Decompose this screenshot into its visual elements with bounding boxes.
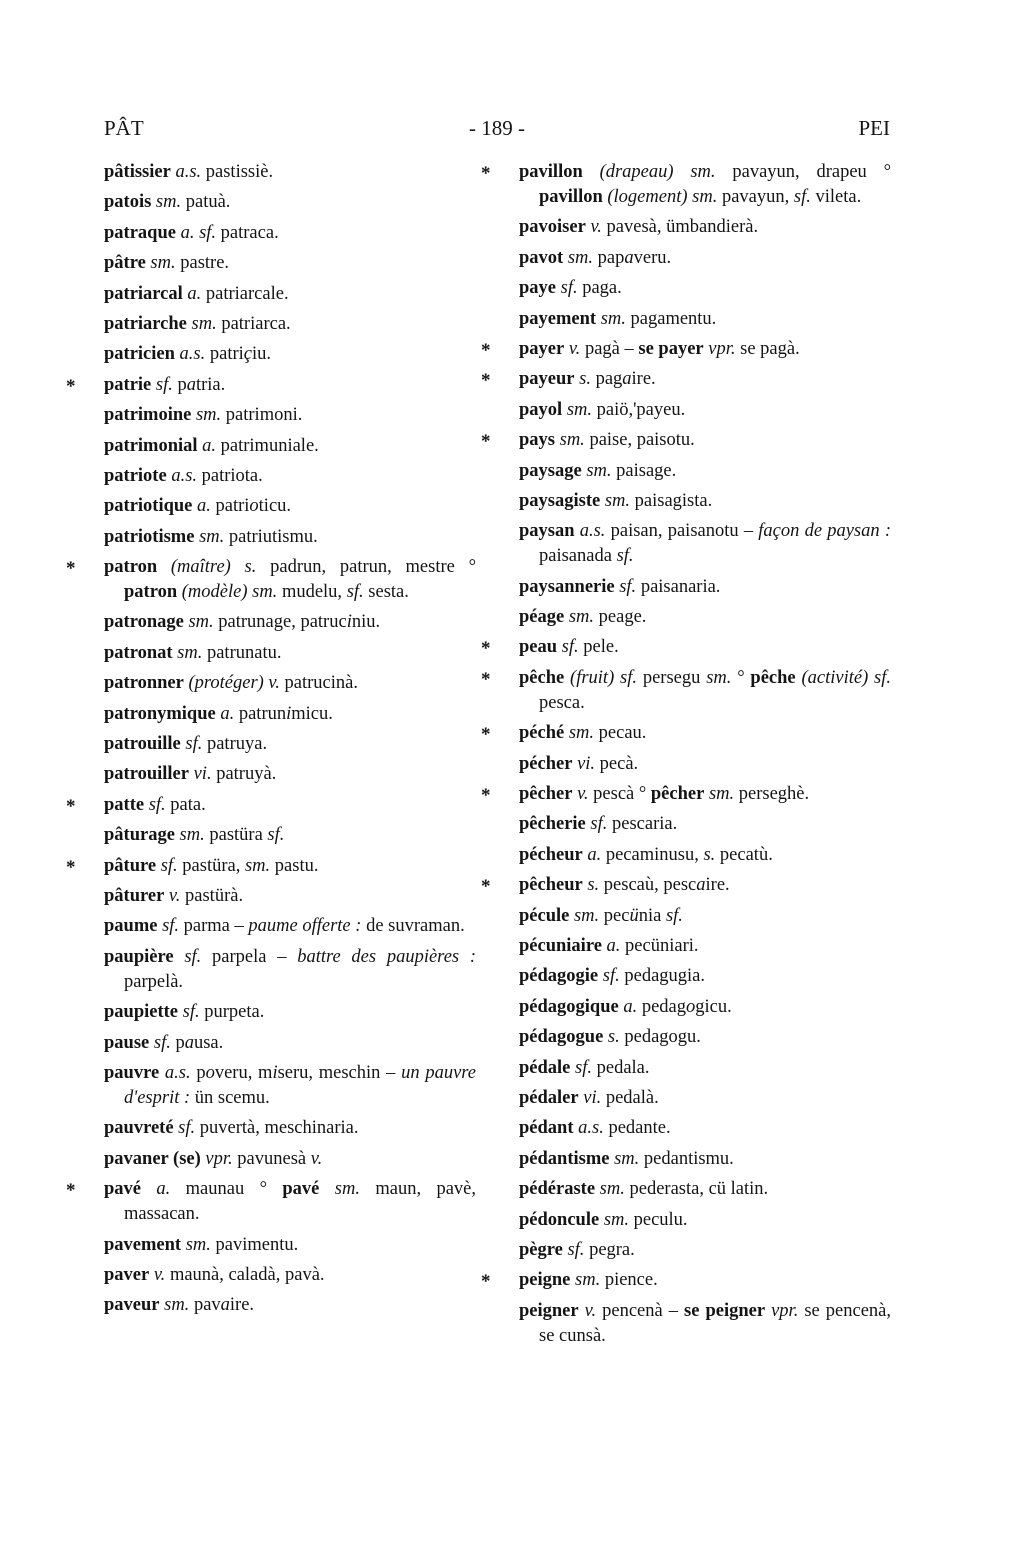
dictionary-entry: pécher vi. pecà. xyxy=(519,753,639,774)
dictionary-entry: pécule sm. pecünia sf. xyxy=(519,905,683,926)
dictionary-entry: pâturer v. pastürà. xyxy=(104,885,244,906)
dictionary-entry: pavot sm. papaveru. xyxy=(519,247,672,268)
header-right-guideword: PEI xyxy=(858,116,890,140)
dictionary-entry: pédagogique a. pedagogicu. xyxy=(519,996,732,1017)
dictionary-entry: * pêcher v. pescà ° pêcher sm. perseghè. xyxy=(519,782,891,807)
dictionary-entry: paysage sm. paisage. xyxy=(519,460,677,481)
dictionary-entry: payement sm. pagamentu. xyxy=(519,308,717,329)
dictionary-entry: paupière sf. parpela – battre des paupières : parpelà. xyxy=(104,946,477,992)
dictionary-entry: patriarche sm. patriarca. xyxy=(104,313,291,334)
dictionary-entry: paysagiste sm. paisagista. xyxy=(519,490,713,511)
dictionary-entry: * pavé a. maunau ° pavé sm. maun, pavè, massacan. xyxy=(104,1177,476,1227)
dictionary-entry: pègre sf. pegra. xyxy=(519,1239,635,1260)
right-column xyxy=(519,160,891,1354)
dictionary-entry: peigner v. pencenà – se peigner vpr. se pencenà, se cunsà. xyxy=(519,1300,891,1346)
dictionary-entry: pavoiser v. pavesà, ümbandierà. xyxy=(519,217,759,238)
dictionary-entry: pédagogie sf. pedagugia. xyxy=(519,966,706,987)
dictionary-entry: pédantisme sm. pedantismu. xyxy=(519,1148,734,1169)
dictionary-entry: pédale sf. pedala. xyxy=(519,1057,650,1078)
dictionary-entry: * pêche (fruit) sf. persegu sm. ° pêche (activité) sf. pesca. xyxy=(519,666,891,716)
dictionary-entry: paupiette sf. purpeta. xyxy=(104,1002,265,1023)
dictionary-entry: * peau sf. pele. xyxy=(519,635,891,660)
dictionary-entry: * payer v. pagà – se payer vpr. se pagà. xyxy=(519,337,891,362)
dictionary-entry: pâturage sm. pastüra sf. xyxy=(104,825,285,846)
dictionary-entry: péage sm. peage. xyxy=(519,607,647,628)
dictionary-entry: pécheur a. pecaminusu, s. pecatù. xyxy=(519,844,773,865)
dictionary-entry: patronat sm. patrunatu. xyxy=(104,642,282,663)
dictionary-entry: pavement sm. pavimentu. xyxy=(104,1234,299,1255)
dictionary-entry: pédant a.s. pedante. xyxy=(519,1118,671,1139)
dictionary-entry: pâtre sm. pastre. xyxy=(104,253,230,274)
dictionary-entry: patrouille sf. patruya. xyxy=(104,734,268,755)
page-number: - 189 - xyxy=(469,116,525,140)
dictionary-entry: * pêcheur s. pescaù, pescaire. xyxy=(519,873,891,898)
dictionary-entry: pâtissier a.s. pastissiè. xyxy=(104,162,274,182)
dictionary-entry: paume sf. parma – paume offerte : de suvraman. xyxy=(104,916,465,937)
dictionary-entry: pédéraste sm. pederasta, cü latin. xyxy=(519,1179,769,1200)
dictionary-entry: patronage sm. patrunage, patruciniu. xyxy=(104,612,381,633)
dictionary-entry: pause sf. pausa. xyxy=(104,1032,224,1053)
dictionary-entry: pédagogue s. pedagogu. xyxy=(519,1027,701,1048)
dictionary-entry: * péché sm. pecau. xyxy=(519,721,891,746)
page-header xyxy=(104,116,890,148)
dictionary-entry: * patrie sf. patria. xyxy=(104,373,476,398)
dictionary-entry: patraque a. sf. patraca. xyxy=(104,222,279,243)
dictionary-entry: pêcherie sf. pescaria. xyxy=(519,814,678,835)
dictionary-entry: paveur sm. pavaire. xyxy=(104,1295,255,1316)
dictionary-entry: patriotisme sm. patriutismu. xyxy=(104,526,318,547)
dictionary-entry: * pavillon (drapeau) sm. pavayun, drapeu ° pavillon (logement) sm. pavayun, sf. vileta. xyxy=(519,160,891,210)
dictionary-entry: pédaler vi. pedalà. xyxy=(519,1087,659,1108)
dictionary-entry: patriarcal a. patriarcale. xyxy=(104,283,289,304)
dictionary-entry: patrimoine sm. patrimoni. xyxy=(104,405,303,426)
dictionary-entry: patronner (protéger) v. patrucinà. xyxy=(104,673,358,694)
dictionary-entry: * pays sm. paise, paisotu. xyxy=(519,428,891,453)
left-column xyxy=(104,160,476,1324)
dictionary-entry: pécuniaire a. pecüniari. xyxy=(519,935,699,956)
dictionary-entry: paver v. maunà, caladà, pavà. xyxy=(104,1264,325,1285)
dictionary-entry: patrimonial a. patrimuniale. xyxy=(104,435,319,456)
dictionary-entry: patriote a.s. patriota. xyxy=(104,465,263,486)
dictionary-entry: pauvreté sf. puvertà, meschinaria. xyxy=(104,1118,359,1139)
dictionary-entry: payol sm. paiö,'payeu. xyxy=(519,399,686,420)
dictionary-entry: patois sm. patuà. xyxy=(104,192,231,213)
dictionary-entry: patricien a.s. patriçiu. xyxy=(104,344,271,365)
dictionary-entry: * pâture sf. pastüra, sm. pastu. xyxy=(104,854,476,879)
dictionary-entry: paysan a.s. paisan, paisanotu – façon de paysan : paisanada sf. xyxy=(519,521,891,567)
dictionary-entry: * patron (maître) s. padrun, patrun, mestre ° patron (modèle) sm. mudelu, sf. sesta. xyxy=(104,555,476,605)
dictionary-entry: paye sf. paga. xyxy=(519,278,622,299)
dictionary-entry: * patte sf. pata. xyxy=(104,793,476,818)
dictionary-entry: patrouiller vi. patruyà. xyxy=(104,764,277,785)
dictionary-entry: * peigne sm. pience. xyxy=(519,1268,891,1293)
dictionary-entry: patriotique a. patrioticu. xyxy=(104,496,292,517)
header-left-guideword: PÂT xyxy=(104,116,144,140)
dictionary-entry: paysannerie sf. paisanaria. xyxy=(519,576,721,597)
dictionary-entry: pédoncule sm. peculu. xyxy=(519,1209,688,1230)
dictionary-entry: patronymique a. patrunimicu. xyxy=(104,703,333,724)
dictionary-entry: * payeur s. pagaire. xyxy=(519,367,891,392)
dictionary-entry: pavaner (se) vpr. pavunesà v. xyxy=(104,1148,323,1169)
dictionary-entry: pauvre a.s. poveru, miseru, meschin – un pauvre d'esprit : ün scemu. xyxy=(104,1062,477,1108)
